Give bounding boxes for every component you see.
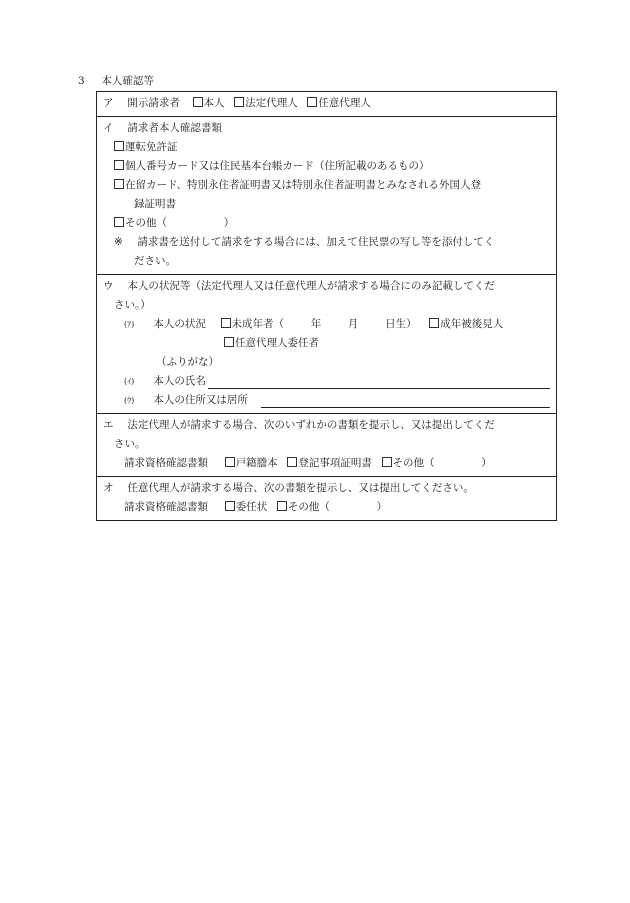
checkbox-minor[interactable] xyxy=(221,318,231,328)
item-mark: イ xyxy=(103,122,114,134)
legal-agent-instruction-cont: さい。 xyxy=(114,438,146,450)
furigana-label: （ふりがな） xyxy=(156,356,219,368)
legal-agent-instruction: 法定代理人が請求する場合、次のいずれかの書類を提示し、又は提出してくだ xyxy=(127,419,495,431)
birth-day-label: 日生） xyxy=(385,318,417,330)
item-mark: エ xyxy=(103,419,114,431)
checkbox-residence-card-label: 在留カード、特別永住者証明書又は特別永住者証明書とみなされる外国人登 xyxy=(125,179,482,191)
other-voluntary-close: ） xyxy=(376,501,388,513)
section-requester-type xyxy=(97,92,556,117)
checkbox-voluntary-agent-label: 任意代理人 xyxy=(318,97,371,109)
checkbox-registry-certificate[interactable] xyxy=(287,457,297,467)
checkbox-self-label: 本人 xyxy=(203,97,225,109)
section-number: 3 xyxy=(78,75,85,87)
qualification-doc-label: 請求資格確認書類 xyxy=(124,457,208,469)
other-legal-close: ） xyxy=(481,457,492,469)
checkbox-voluntary-principal[interactable] xyxy=(224,337,234,347)
checkbox-residence-card-label-cont: 録証明書 xyxy=(134,198,176,210)
checkbox-drivers-license-label: 運転免許証 xyxy=(125,141,178,153)
sub-item-mark: (ｳ) xyxy=(124,396,135,405)
section-principal-status xyxy=(97,275,556,414)
checkbox-residence-card[interactable] xyxy=(114,179,124,189)
checkbox-voluntary-principal-label: 任意代理人委任者 xyxy=(235,337,319,349)
checkbox-legal-agent[interactable] xyxy=(234,97,244,107)
principal-address-field[interactable] xyxy=(261,393,550,408)
id-documents-title: 請求者本人確認書類 xyxy=(127,122,222,134)
checkbox-power-of-attorney[interactable] xyxy=(225,501,235,511)
checkbox-family-register-label: 戸籍謄本 xyxy=(235,457,278,469)
checkbox-other-legal-label: その他（ xyxy=(392,457,435,469)
checkbox-self[interactable] xyxy=(193,97,203,107)
note-mark: ※ xyxy=(114,236,123,248)
qualification-doc-label: 請求資格確認書類 xyxy=(124,501,208,513)
note-text-cont: ださい。 xyxy=(134,255,176,267)
principal-name-label: 本人の氏名 xyxy=(153,375,206,387)
requester-label: 開示請求者 xyxy=(127,97,180,109)
checkbox-other-voluntary[interactable] xyxy=(277,501,287,511)
item-mark: オ xyxy=(103,482,114,494)
note-text: 請求書を送付して請求をする場合には、加えて住民票の写し等を添付してく xyxy=(137,236,495,248)
identity-confirmation-table xyxy=(96,91,557,521)
checkbox-legal-agent-label: 法定代理人 xyxy=(245,97,298,109)
checkbox-minor-label: 未成年者（ xyxy=(231,318,285,330)
checkbox-voluntary-agent[interactable] xyxy=(307,97,317,107)
checkbox-other-id-label: その他（ xyxy=(125,217,167,229)
section-id-documents xyxy=(97,117,556,275)
section-heading xyxy=(78,73,154,88)
section-title: 本人確認等 xyxy=(101,75,154,87)
sub-item-mark: (ｱ) xyxy=(124,320,135,329)
checkbox-adult-ward-label: 成年被後見人 xyxy=(440,318,504,330)
principal-status-title: 本人の状況等（法定代理人又は任意代理人が請求する場合にのみ記載してくだ xyxy=(127,280,495,292)
checkbox-my-number-card[interactable] xyxy=(114,160,124,170)
checkbox-registry-certificate-label: 登記事項証明書 xyxy=(298,457,372,469)
item-mark: ア xyxy=(103,97,114,109)
section-voluntary-agent-documents xyxy=(97,477,556,520)
principal-address-label: 本人の住所又は居所 xyxy=(153,394,248,406)
checkbox-adult-ward[interactable] xyxy=(429,318,439,328)
checkbox-power-of-attorney-label: 委任状 xyxy=(235,501,268,513)
checkbox-other-legal[interactable] xyxy=(382,457,392,467)
checkbox-my-number-card-label: 個人番号カード又は住民基本台帳カード（住所記載のあるもの） xyxy=(125,160,430,172)
birth-year-label: 年 xyxy=(310,318,322,330)
birth-month-label: 月 xyxy=(347,318,359,330)
checkbox-other-id[interactable] xyxy=(114,217,124,227)
sub-item-mark: (ｲ) xyxy=(124,377,135,386)
checkbox-drivers-license[interactable] xyxy=(114,141,124,151)
item-mark: ウ xyxy=(103,280,114,292)
checkbox-family-register[interactable] xyxy=(225,457,235,467)
voluntary-agent-instruction: 任意代理人が請求する場合、次の書類を提示し、又は提出してください。 xyxy=(127,482,474,494)
other-id-close: ） xyxy=(223,217,235,229)
principal-name-field[interactable] xyxy=(208,374,550,389)
section-legal-agent-documents xyxy=(97,414,556,477)
principal-status-title-cont: さい。） xyxy=(114,299,151,311)
principal-condition-label: 本人の状況 xyxy=(153,318,206,330)
checkbox-other-voluntary-label: その他（ xyxy=(287,501,330,513)
